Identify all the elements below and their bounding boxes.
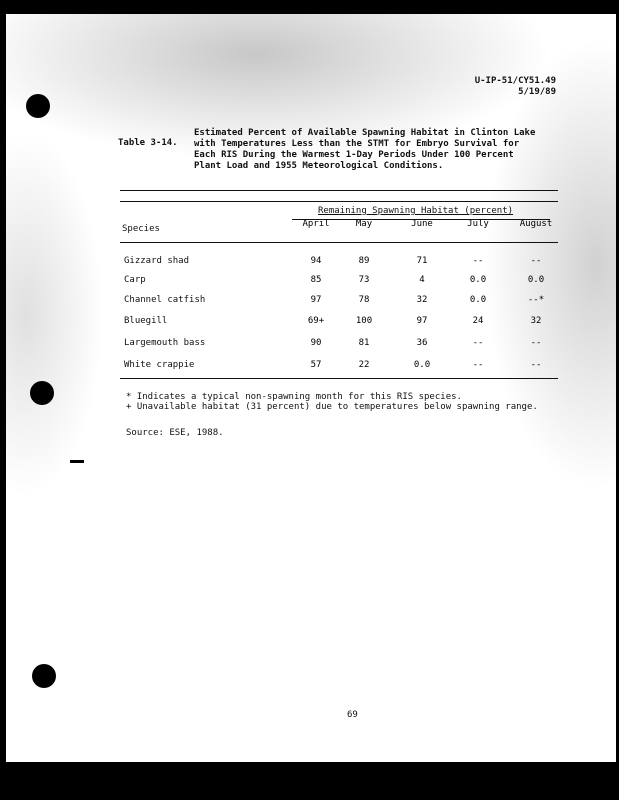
caption-line: Each RIS During the Warmest 1-Day Periods Under 100 Percent (194, 150, 514, 160)
table-top-rule-2 (120, 201, 558, 202)
species-name: Bluegill (124, 316, 168, 326)
species-name: Largemouth bass (124, 338, 206, 348)
table-cell: 4 (419, 275, 425, 285)
table-cell: -- (472, 360, 484, 370)
column-header-april: April (302, 219, 330, 229)
column-header-may: May (355, 219, 373, 229)
table-cell: 71 (416, 256, 428, 266)
species-name: Gizzard shad (124, 256, 190, 266)
table-cell: 32 (530, 316, 542, 326)
doc-date: 5/19/89 (518, 87, 556, 97)
table-cell: 0.0 (413, 360, 431, 370)
table-cell: 90 (310, 338, 322, 348)
table-cell: 22 (358, 360, 370, 370)
table-cell: -- (530, 256, 542, 266)
table-cell: 32 (416, 295, 428, 305)
punch-hole (26, 94, 50, 118)
table-cell: 97 (416, 316, 428, 326)
table-top-rule (120, 190, 558, 191)
column-group-header: Remaining Spawning Habitat (percent) (318, 206, 514, 216)
table-cell: -- (472, 338, 484, 348)
table-cell: 81 (358, 338, 370, 348)
punch-hole (32, 664, 56, 688)
caption-line: with Temperatures Less than the STMT for Embryo Survival for (194, 139, 520, 149)
table-caption (194, 128, 535, 172)
table-cell: -- (530, 338, 542, 348)
header-bottom-rule (120, 242, 558, 243)
table-cell: 85 (310, 275, 322, 285)
source-note: Source: ESE, 1988. (126, 428, 224, 438)
table-cell: 94 (310, 256, 322, 266)
table-cell: 73 (358, 275, 370, 285)
table-cell: 24 (472, 316, 484, 326)
margin-mark (70, 460, 84, 463)
species-name: Carp (124, 275, 146, 285)
table-cell: 36 (416, 338, 428, 348)
caption-line: Plant Load and 1955 Meteorological Conditions. (194, 161, 444, 171)
table-cell: 0.0 (527, 275, 545, 285)
page-number: 69 (347, 710, 358, 720)
species-column-header: Species (122, 224, 160, 234)
document-id (475, 76, 556, 98)
table-cell: 69+ (307, 316, 325, 326)
species-name: White crappie (124, 360, 195, 370)
table-cell: 0.0 (469, 295, 487, 305)
table-label: Table 3-14. (118, 138, 178, 148)
table-cell: 100 (355, 316, 373, 326)
footnote-star: * Indicates a typical non-spawning month for this RIS species. (126, 392, 462, 402)
doc-id-number: U-IP-51/CY51.49 (474, 76, 556, 86)
footnote-dagger: + Unavailable habitat (31 percent) due to temperatures below spawning range. (126, 402, 538, 412)
document-page (6, 14, 616, 762)
column-header-july: July (467, 219, 489, 229)
punch-hole (30, 381, 54, 405)
table-cell: 57 (310, 360, 322, 370)
table-cell: --* (527, 295, 545, 305)
column-header-august: August (519, 219, 553, 229)
table-cell: 89 (358, 256, 370, 266)
table-cell: -- (472, 256, 484, 266)
species-name: Channel catfish (124, 295, 206, 305)
table-cell: 97 (310, 295, 322, 305)
table-cell: 0.0 (469, 275, 487, 285)
table-cell: 78 (358, 295, 370, 305)
table-bottom-rule (120, 378, 558, 379)
table-cell: -- (530, 360, 542, 370)
caption-line: Estimated Percent of Available Spawning Habitat in Clinton Lake (194, 128, 536, 138)
column-header-june: June (411, 219, 433, 229)
